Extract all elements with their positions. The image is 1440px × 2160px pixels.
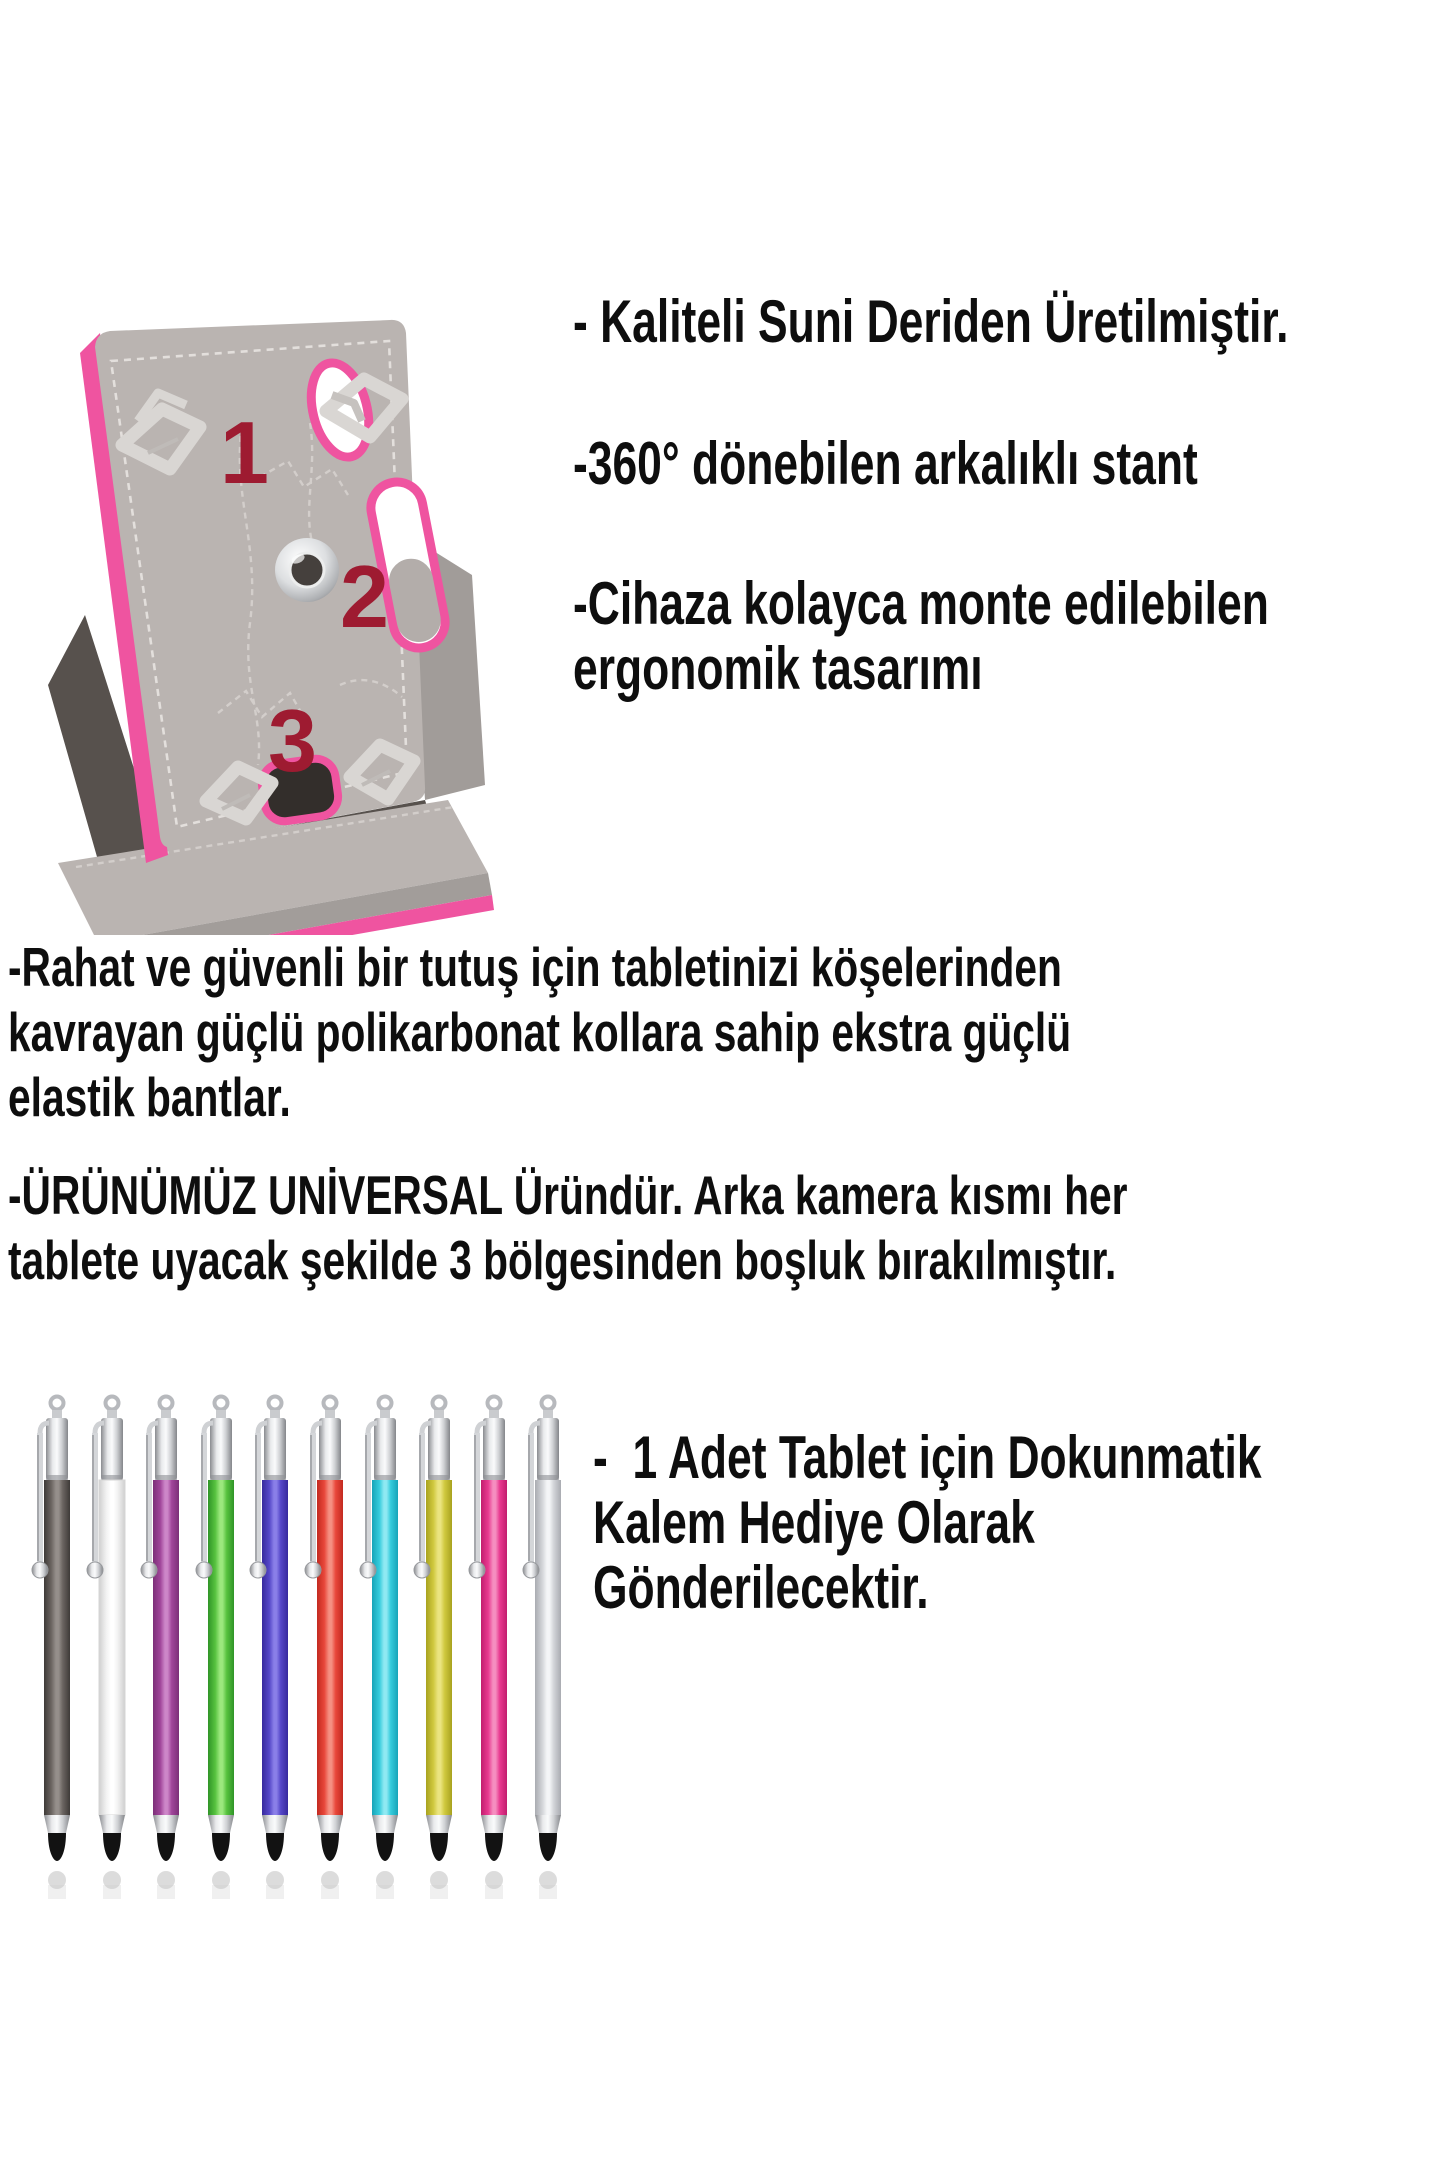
case-label-1: 1	[220, 403, 269, 502]
stylus-pen-pink	[469, 1397, 507, 1900]
case-label-3: 3	[268, 691, 317, 790]
feature-line: -360° dönebilen arkalıklı stant	[573, 430, 1198, 497]
feature-line: - Kaliteli Suni Deriden Üretilmiştir.	[573, 288, 1289, 355]
paragraph-line: -ÜRÜNÜMÜZ UNİVERSAL Üründür. Arka kamera kısmı her	[8, 1164, 1128, 1226]
feature-ergonomic	[573, 571, 1440, 701]
feature-line: -Cihaza kolayca monte edilebilen	[573, 570, 1269, 637]
feature-line: ergonomik tasarımı	[573, 635, 983, 702]
tablet-case-photo	[10, 215, 550, 935]
stylus-pen-red	[305, 1397, 343, 1900]
paragraph-line: -Rahat ve güvenli bir tutuş için tabletinizi köşelerinden	[8, 936, 1062, 998]
case-label-2: 2	[340, 547, 389, 646]
stylus-pen-blue	[250, 1397, 288, 1900]
feature-rotation	[573, 431, 1417, 496]
case-grommet	[275, 538, 339, 602]
gift-note-line: Gönderilecektir.	[593, 1554, 929, 1621]
stylus-pen-purple	[141, 1397, 179, 1900]
stylus-pen-green	[196, 1397, 234, 1900]
stylus-pen-cyan	[360, 1397, 398, 1900]
paragraph-universal	[8, 1163, 1440, 1293]
stylus-pen-white	[87, 1397, 125, 1900]
feature-quality	[573, 289, 1440, 354]
gift-note-line: Kalem Hediye Olarak	[593, 1489, 1035, 1556]
gift-note	[593, 1425, 1440, 1620]
stylus-pen-silver	[523, 1397, 561, 1900]
stylus-pens-photo	[30, 1385, 580, 1900]
gift-note-line: - 1 Adet Tablet için Dokunmatik	[593, 1424, 1262, 1491]
stylus-pen-yellow	[414, 1397, 452, 1900]
paragraph-grip	[8, 935, 1440, 1130]
paragraph-line: kavrayan güçlü polikarbonat kollara sahip ekstra güçlü	[8, 1001, 1072, 1063]
stylus-pen-gunmetal	[32, 1397, 70, 1900]
paragraph-line: tablete uyacak şekilde 3 bölgesinden boşluk bırakılmıştır.	[8, 1229, 1117, 1291]
paragraph-line: elastik bantlar.	[8, 1066, 291, 1128]
